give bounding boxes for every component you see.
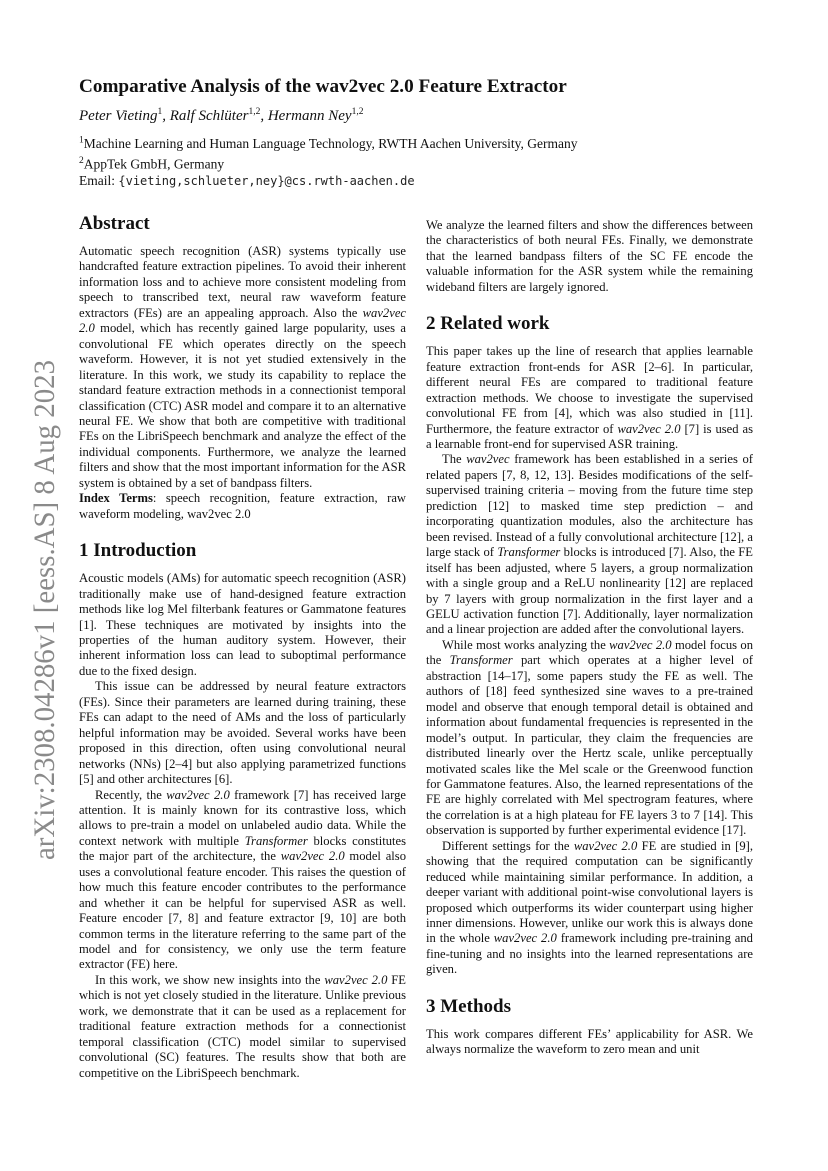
abstract-heading: Abstract <box>79 213 150 234</box>
index-terms-label: Index Terms <box>79 491 153 506</box>
paper-title: Comparative Analysis of the wav2vec 2.0 Feature Extractor <box>79 76 567 97</box>
intro-paragraph: Recently, the wav2vec 2.0 framework [7] has received large attention. It is mainly known for its contrastive loss, which allows to pre-train a model on unlabeled audio data. While the context network with multiple Transformer blocks constitutes the major part of the architecture, the wav2vec 2.0 model also uses a convolutional feature encoder. This raises the question of how much this feature encoder contributes to the performance and whether it can be helpful for supervised ASR as well. Feature encoder [7, 8] and feature extractor [9, 10] are both common terms in the literature referring to the same part of the model and for consistency, we only use the term feature extractor (FE) here. <box>79 787 406 972</box>
index-terms: Index Terms: speech recognition, feature extraction, raw waveform modeling, wav2vec 2.0 <box>79 491 406 521</box>
author-name: Hermann Ney <box>267 108 352 124</box>
related-work-heading: 2 Related work <box>426 313 550 335</box>
affiliation-line <box>79 136 779 153</box>
author-name: Peter Vieting <box>79 108 158 124</box>
arxiv-side-stamp <box>14 360 66 860</box>
author-affil-mark: 1,2 <box>248 107 261 117</box>
affiliation-text: AppTek GmbH, Germany <box>83 156 225 171</box>
intro-paragraph-continued: We analyze the learned filters and show the differences between the characteristics of both neural FEs. Finally, we demonstrate that the learned bandpass filters of the SC FE encode the valuable information for the ASR system while the remaining wideband filters are largely ignored. <box>426 218 753 294</box>
methods-heading: 3 Methods <box>426 995 511 1017</box>
author-affil-mark: 1 <box>157 107 163 117</box>
related-paragraph: The wav2vec framework has been established in a series of related papers [7, 8, 12, 13]. Besides modifications of the self-supervised training criteria – moving from the future time step prediction [12] to masked time step prediction – and incorporating quantization modules, also the architecture has been revised. Instead of a fully convolutional architecture [12], a large stack of Transformer blocks is introduced [7]. Also, the FE itself has been adjusted, where 5 layers, a group normalization with a single group and a ReLU nonlinearity [12] are replaced by 7 layers with group normalization in the first layer and a GELU activation function [7]. Additionally, layer normalization and a linear projection are added after the convolutional layers. <box>426 452 753 637</box>
related-paragraph: While most works analyzing the wav2vec 2.0 model focus on the Transformer part which operates at a higher level of abstraction [14–17], some papers study the FE as well. The authors of [18] feed synthesized sine waves to a pre-trained model and observe that enough temporal detail is obtained and information about fundamental frequencies is represented in the model’s output. In particular, they claim the frequencies are distributed linearly over the Hertz scale, unlike perceptually motivated scales like the Mel scale or the Greenwood function for Gammatone features. Also, the learned representations of the FE are highly correlated with Mel spectrogram features, where the correlation is at a high plateau for FE layers 3 to 7 [14]. This observation is supported by further experimental evidence [17]. <box>426 637 753 838</box>
affiliation-text: Machine Learning and Human Language Technology, RWTH Aachen University, Germany <box>83 136 578 151</box>
author-list: Peter Vieting$^1$, Ralf Schlüter$^{1,2}$, Hermann Ney$^{1,2}$ <box>79 107 364 124</box>
email-line <box>79 173 779 190</box>
intro-paragraph: In this work, we show new insights into the wav2vec 2.0 FE which is not yet closely studied in the literature. Unlike previous work, we demonstrate that it can be used as a replacement for traditional feature extraction methods for a connectionist temporal classification (CTC) model similar to supervised convolutional (SC) features. The results show that both are competitive on the LibriSpeech benchmark. <box>79 972 406 1080</box>
right-column <box>426 218 753 1058</box>
related-paragraph: Different settings for the wav2vec 2.0 FE are studied in [9], showing that the required computation can be significantly reduced while maintaining similar performance. In addition, a deeper variant with additional point-wise convolutional layers is proposed which outperforms its wider counterpart using higher inner dimensions. However, unlike our work this is always done in the whole wav2vec 2.0 framework including pre-training and fine-tuning and no insights into the learned representations are given. <box>426 838 753 977</box>
intro-paragraph: This issue can be addressed by neural feature extractors (FEs). Since their parameters are learned during training, these FEs can adapt to the need of AMs and the loss of particularly helpful information may be avoided. Several works have been proposed in this direction, often using convolutional neural networks (NNs) [2–4] but also applying parametrized functions [5] and other architectures [6]. <box>79 679 406 787</box>
affiliation-line <box>79 153 779 173</box>
related-paragraph: This paper takes up the line of research that applies learnable feature extraction front-ends for ASR [2–6]. In particular, different neural FEs are compared to traditional feature extraction methods. We choose to investigate the supervised convolutional FE from [4], which was also studied in [11]. Furthermore, the feature extractor of wav2vec 2.0 [7] is used as a learnable front-end for supervised ASR training. <box>426 344 753 451</box>
left-column <box>79 213 406 1081</box>
introduction-heading: 1 Introduction <box>79 540 197 562</box>
email-address[interactable]: {vieting,schlueter,ney}@cs.rwth-aachen.de <box>118 173 415 188</box>
author-name: Ralf Schlüter <box>169 108 249 124</box>
email-label: Email: <box>79 172 115 188</box>
abstract-paragraph: Automatic speech recognition (ASR) systems typically use handcrafted feature extraction pipelines. To avoid their inherent information loss and to achieve more consistent modeling from speech to transcribed text, neural raw waveform feature extractors (FEs) are an appealing approach. Also the wav2vec 2.0 model, which has recently gained large popularity, uses a convolutional FE which operates directly on the speech waveform. However, it is not yet studied extensively in the literature. In this work, we study its capability to replace the standard feature extraction methods in a connectionist temporal classification (CTC) ASR model and compare it to an alternative neural FE. We show that both are competitive with traditional FEs on the LibriSpeech benchmark and analyze the effect of the individual components. Furthermore, we analyze the learned filters and show that the most important information for the ASR system is obtained by a set of bandpass filters. <box>79 244 406 490</box>
methods-paragraph: This work compares different FEs’ applicability for ASR. We always normalize the waveform to zero mean and unit <box>426 1026 753 1057</box>
intro-paragraph: Acoustic models (AMs) for automatic speech recognition (ASR) traditionally make use of hand-designed feature extraction methods like log Mel filterbank features or Gammatone features [1]. These techniques are motivated by insights into the properties of the human auditory system. However, their inherent information loss can lead to suboptimal performance due to the fixed design. <box>79 571 406 678</box>
affil-mark: 2 <box>79 155 84 166</box>
paper-header <box>79 74 779 189</box>
arxiv-identifier: arXiv:2308.04286v1 [eess.AS] 8 Aug 2023 <box>28 360 61 860</box>
affil-mark: 1 <box>79 135 84 146</box>
author-affil-mark: 1,2 <box>351 107 364 117</box>
